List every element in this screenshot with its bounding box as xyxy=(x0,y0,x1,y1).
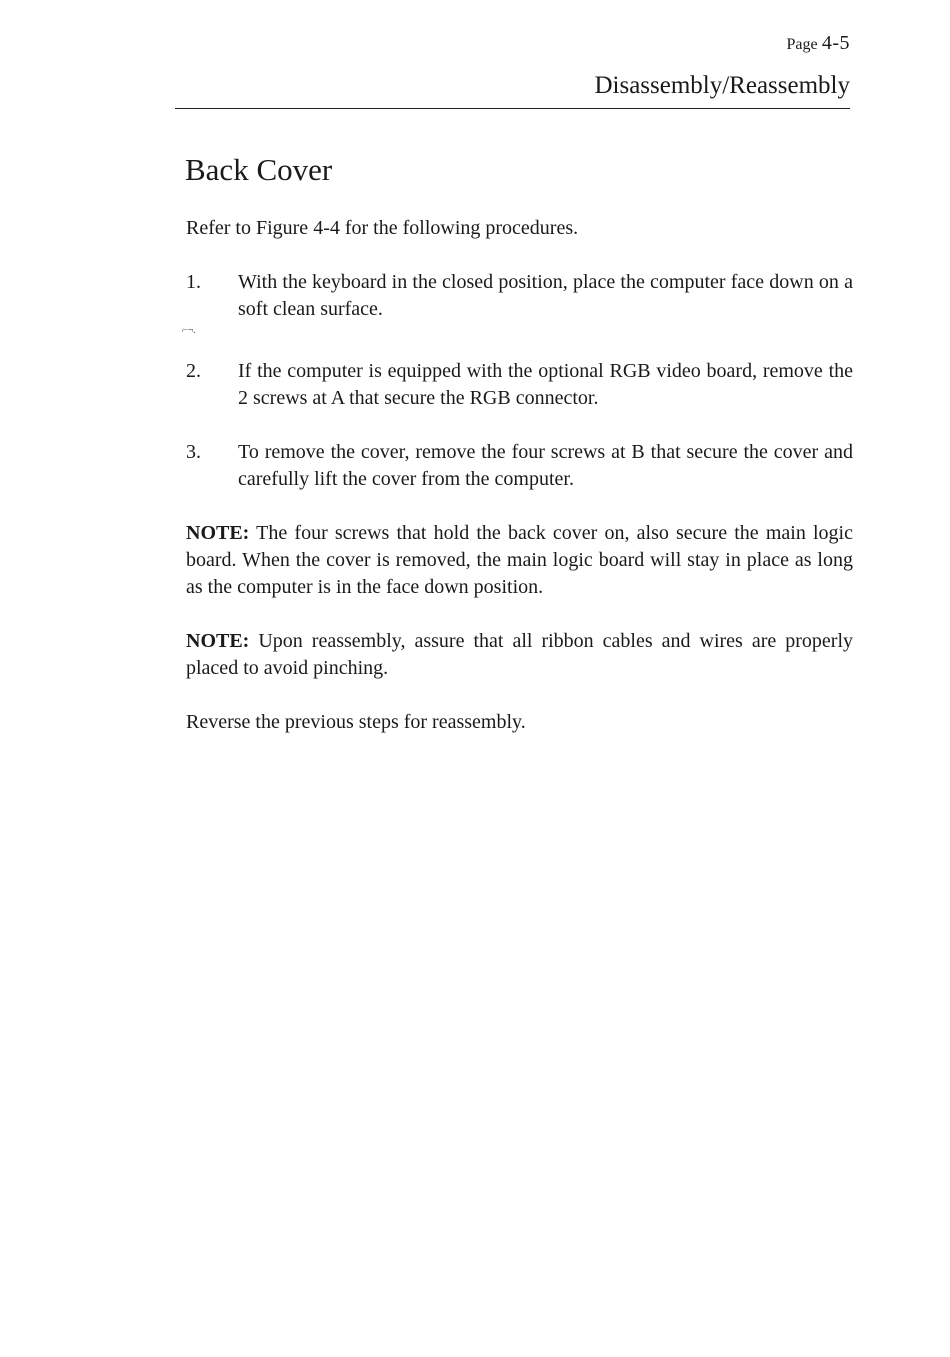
page-title: Back Cover xyxy=(185,152,333,187)
note-paragraph xyxy=(186,628,853,682)
note-text: The four screws that hold the back cover on, also secure the main logic board. When the cover is removed, the main logic board will stay in place as long as the computer is in the face down position. xyxy=(186,522,853,598)
page-label: Page xyxy=(786,36,818,53)
header-divider xyxy=(175,108,850,109)
note-label: NOTE: xyxy=(186,522,250,544)
step-text: If the computer is equipped with the optional RGB video board, remove the 2 screws at A that secure the RGB connector. xyxy=(238,360,853,409)
scan-mark: ⌐¬. xyxy=(182,325,196,336)
document-body xyxy=(186,215,853,763)
step-item xyxy=(186,269,853,323)
closing-paragraph: Reverse the previous steps for reassembly. xyxy=(186,711,526,733)
section-header: Disassembly/Reassembly xyxy=(594,72,850,99)
step-item xyxy=(186,439,853,493)
note-text: Upon reassembly, assure that all ribbon cables and wires are properly placed to avoid pinching. xyxy=(186,630,854,679)
step-number: 3. xyxy=(186,441,201,463)
step-number: 2. xyxy=(186,360,201,382)
step-text: With the keyboard in the closed position, place the computer face down on a soft clean surface. xyxy=(238,271,853,320)
step-item xyxy=(186,358,853,412)
note-paragraph xyxy=(186,520,853,601)
intro-paragraph: Refer to Figure 4-4 for the following procedures. xyxy=(186,217,579,239)
step-text: To remove the cover, remove the four screws at B that secure the cover and carefully lift the cover from the computer. xyxy=(238,441,853,490)
step-number: 1. xyxy=(186,271,201,293)
page-number-value: 4-5 xyxy=(821,32,850,54)
page-number xyxy=(786,32,850,55)
note-label: NOTE: xyxy=(186,630,250,652)
